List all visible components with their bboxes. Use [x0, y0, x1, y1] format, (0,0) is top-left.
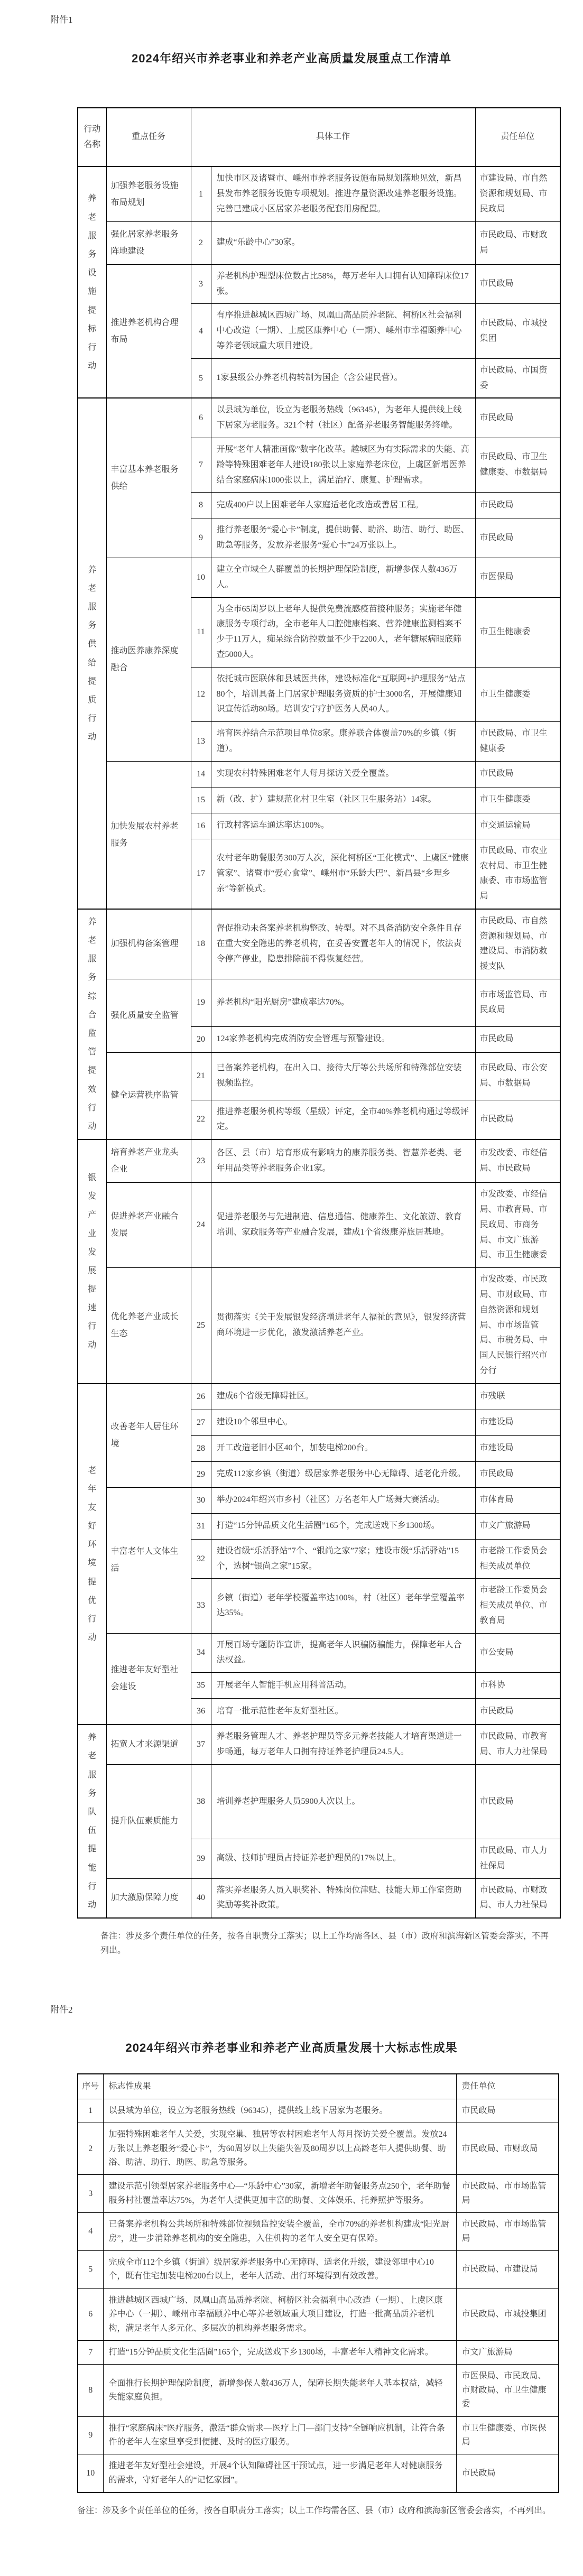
- item-unit-cell: 市民政局: [475, 518, 560, 558]
- item-number-cell: 34: [191, 1633, 211, 1673]
- item-number-cell: 21: [191, 1052, 211, 1100]
- item-work-cell: 农村老年助餐服务300万人次，深化柯桥区“王化模式”、上虞区“健康管家”、诸暨市“爱心食堂”、嵊州市“乐龄大巴”、新昌县“乡理乡亲”等新模式。: [211, 839, 475, 909]
- action-name-text: 养老服务供给提质行动: [88, 565, 97, 742]
- item-work-cell: 养老机构护理型床位数占比58%，每万老年人口拥有认知障碍床位17张。: [211, 264, 475, 304]
- result-unit-cell: 市卫生健康委、市医保局: [456, 2416, 559, 2454]
- item-work-cell: 养老服务管理人才、养老护理员等多元养老技能人才培育渠道进一步畅通，每万老年人口拥有持证养老护理员24.5人。: [211, 1725, 475, 1764]
- item-work-cell: 培训养老护理服务人员5900人次以上。: [211, 1764, 475, 1839]
- key-task-cell: 优化养老产业成长生态: [106, 1268, 191, 1384]
- item-unit-cell: 市民政局: [475, 1461, 560, 1487]
- item-work-cell: 已备案养老机构，在出入口、接待大厅等公共场所和特殊部位安装视频监控。: [211, 1052, 475, 1100]
- result-number-cell: 7: [78, 2341, 103, 2365]
- key-task-cell: 强化居家养老服务阵地建设: [106, 221, 191, 264]
- attachment2-section: [0, 2004, 583, 2518]
- item-work-cell: 行政村客运车通达率达100%。: [211, 813, 475, 839]
- result-text-cell: 以县域为单位，设立为老服务热线（96345），提供线上线下居家为老服务。: [103, 2099, 456, 2123]
- item-work-cell: 培育一批示范性老年友好型社区。: [211, 1699, 475, 1725]
- item-number-cell: 16: [191, 813, 211, 839]
- action-name-cell: [78, 1725, 106, 1918]
- item-work-cell: 实现农村特殊困难老年人每月探访关爱全覆盖。: [211, 761, 475, 787]
- item-work-cell: 开展百场专题防诈宣讲，提高老年人识骗防骗能力，保障老年人合法权益。: [211, 1633, 475, 1673]
- item-unit-cell: 市民政局、市教育局、市人力社保局: [475, 1725, 560, 1764]
- item-unit-cell: 市发改委、市民政局、市财政局、市自然资源和规划局、市市场监管局、市税务局、中国人民银行绍兴市分行: [475, 1268, 560, 1384]
- item-number-cell: 39: [191, 1839, 211, 1878]
- item-number-cell: 37: [191, 1725, 211, 1764]
- item-number-cell: 19: [191, 979, 211, 1027]
- item-unit-cell: 市建设局、市自然资源和规划局、市民政局: [475, 166, 560, 221]
- result-number-cell: 8: [78, 2365, 103, 2416]
- item-unit-cell: 市民政局、市人力社保局: [475, 1839, 560, 1878]
- item-number-cell: 20: [191, 1026, 211, 1052]
- bottom-whitespace: [0, 2518, 583, 2576]
- item-work-cell: 新（改、扩）建规范化村卫生室（社区卫生服务站）14家。: [211, 787, 475, 813]
- item-number-cell: 1: [191, 166, 211, 221]
- item-unit-cell: 市体育局: [475, 1487, 560, 1513]
- result-unit-cell: 市民政局: [456, 2454, 559, 2492]
- result-unit-cell: 市民政局、市城投集团: [456, 2288, 559, 2340]
- work-row: [78, 909, 560, 979]
- work-list-table: [77, 107, 561, 1919]
- result-text-cell: 完成全市112个乡镇（街道）级居家养老服务中心无障碍、适老化升级，建设邻里中心10个，既有住宅加装电梯200台以上，老年人活动、出行环境得到有效改善。: [103, 2251, 456, 2289]
- item-work-cell: 开展“老年人精准画像”数字化改革。越城区为有实际需求的失能、高龄等特殊困难老年人建设180张以上家庭养老床位，上虞区新增医养结合家庭病床1000张以上，满足治疗、康复、护理需求。: [211, 438, 475, 492]
- item-work-cell: 建设省级“乐活驿站”7个、“银尚之家”7家；建设市级“乐活驿站”15个，选树“银尚之家”15家。: [211, 1539, 475, 1579]
- item-unit-cell: 市民政局: [475, 493, 560, 518]
- result-text-cell: 推行“家庭病床”医疗服务，激活“群众需求—医疗上门—部门支持”全链响应机制，让符合条件的老年人在家里享受到便捷、及时的医疗服务。: [103, 2416, 456, 2454]
- item-number-cell: 31: [191, 1513, 211, 1539]
- work-row: [78, 221, 560, 264]
- header-responsible-unit: 责任单位: [456, 2074, 559, 2099]
- result-row: [78, 2175, 559, 2213]
- key-task-cell: 丰富老年人文体生活: [106, 1487, 191, 1633]
- item-unit-cell: 市老龄工作委员会相关成员单位: [475, 1539, 560, 1579]
- item-work-cell: 推进养老服务机构等级（星级）评定，全市40%养老机构通过等级评定。: [211, 1100, 475, 1139]
- item-unit-cell: 市发改委、市经信局、市教育局、市民政局、市商务局、市文广旅游局、市卫生健康委: [475, 1183, 560, 1268]
- key-task-cell: 拓宽人才来源渠道: [106, 1725, 191, 1764]
- result-text-cell: 已备案养老机构公共场所和特殊部位视频监控安装全覆盖，全市70%的养老机构建成“阳光厨房”，进一步消除养老机构的安全隐患，入住机构的老年人安全更有保障。: [103, 2213, 456, 2251]
- attachment1-title: 2024年绍兴市养老事业和养老产业高质量发展重点工作清单: [132, 51, 451, 65]
- item-number-cell: 24: [191, 1183, 211, 1268]
- key-task-cell: 提升队伍素质能力: [106, 1764, 191, 1878]
- attachment2-label: 附件2: [50, 2004, 73, 2015]
- item-unit-cell: 市卫生健康委: [475, 787, 560, 813]
- item-work-cell: 各区、县（市）培育形成有影响力的康养服务类、智慧养老类、老年用品类等养老服务企业1家。: [211, 1139, 475, 1183]
- result-unit-cell: 市文广旅游局: [456, 2341, 559, 2365]
- work-row: [78, 1052, 560, 1100]
- item-work-cell: 贯彻落实《关于发展银发经济增进老年人福祉的意见》，银发经济营商环境进一步优化，激发激活养老产业。: [211, 1268, 475, 1384]
- item-number-cell: 29: [191, 1461, 211, 1487]
- key-task-cell: 推动医养康养深度融合: [106, 558, 191, 761]
- header-landmark-result: 标志性成果: [103, 2074, 456, 2099]
- item-number-cell: 18: [191, 909, 211, 979]
- item-number-cell: 11: [191, 597, 211, 667]
- result-row: [78, 2454, 559, 2492]
- result-number-cell: 1: [78, 2099, 103, 2123]
- result-row: [78, 2288, 559, 2340]
- result-unit-cell: 市民政局、市财政局: [456, 2123, 559, 2175]
- item-work-cell: 完成112家乡镇（街道）级居家养老服务中心无障碍、适老化升级。: [211, 1461, 475, 1487]
- item-unit-cell: 市卫生健康委: [475, 597, 560, 667]
- landmark-results-table-body: [78, 2099, 559, 2492]
- item-number-cell: 6: [191, 398, 211, 438]
- item-work-cell: 以县域为单位，设立为老服务热线（96345），为老年人提供线上线下居家为老服务。321个村（社区）配备养老服务智能服务终端。: [211, 398, 475, 438]
- work-row: [78, 1725, 560, 1764]
- work-row: [78, 1764, 560, 1839]
- item-number-cell: 3: [191, 264, 211, 304]
- item-unit-cell: 市民政局: [475, 1026, 560, 1052]
- item-unit-cell: 市民政局、市卫生健康委: [475, 722, 560, 762]
- item-unit-cell: 市公安局: [475, 1633, 560, 1673]
- item-number-cell: 22: [191, 1100, 211, 1139]
- item-work-cell: 促进养老服务与先进制造、信息通信、健康养生、文化旅游、教育培训、家政服务等产业融合发展，建成1个省级康养旅居基地。: [211, 1183, 475, 1268]
- key-task-cell: 加强养老服务设施布局规划: [106, 166, 191, 221]
- result-row: [78, 2213, 559, 2251]
- action-name-text: 养老服务设施提标行动: [88, 194, 97, 371]
- item-work-cell: 建设10个邻里中心。: [211, 1410, 475, 1435]
- item-unit-cell: 市民政局: [475, 1100, 560, 1139]
- work-row: [78, 1139, 560, 1183]
- item-work-cell: 建立全市域全人群覆盖的长期护理保险制度，新增参保人数436万人。: [211, 558, 475, 597]
- item-unit-cell: 市民政局、市城投集团: [475, 304, 560, 358]
- item-unit-cell: 市发改委、市经信局、市民政局: [475, 1139, 560, 1183]
- item-number-cell: 33: [191, 1579, 211, 1633]
- key-task-cell: 健全运营秩序监管: [106, 1052, 191, 1139]
- item-work-cell: 建成6个省级无障碍社区。: [211, 1384, 475, 1410]
- item-work-cell: 打造“15分钟品质文化生活圈”165个，完成送戏下乡1300场。: [211, 1513, 475, 1539]
- item-number-cell: 23: [191, 1139, 211, 1183]
- item-number-cell: 17: [191, 839, 211, 909]
- item-unit-cell: 市民政局: [475, 264, 560, 304]
- header-specific-work: 具体工作: [191, 108, 475, 167]
- item-unit-cell: 市残联: [475, 1384, 560, 1410]
- result-text-cell: 加强特殊困难老年人关爱，实现空巢、独居等农村困难老年人每月探访关爱全覆盖。发放24万张以上养老服务“爱心卡”，为60周岁以上失能失智及80周岁以上高龄老年人提供助餐、助浴、助洁、助行、助医、助急等服务。: [103, 2123, 456, 2175]
- item-number-cell: 8: [191, 493, 211, 518]
- action-name-text: 养老服务综合监管提效行动: [88, 917, 97, 1131]
- item-number-cell: 35: [191, 1673, 211, 1699]
- landmark-results-table: [77, 2073, 559, 2493]
- item-unit-cell: 市市场监管局、市民政局: [475, 979, 560, 1027]
- action-name-text: 老年友好环境提优行动: [88, 1466, 97, 1643]
- item-number-cell: 4: [191, 304, 211, 358]
- work-row: [78, 1487, 560, 1513]
- key-task-cell: 促进养老产业融合发展: [106, 1183, 191, 1268]
- result-number-cell: 9: [78, 2416, 103, 2454]
- item-number-cell: 12: [191, 667, 211, 721]
- work-list-table-body: [78, 166, 560, 1918]
- key-task-cell: 推进老年友好型社会建设: [106, 1633, 191, 1725]
- item-number-cell: 14: [191, 761, 211, 787]
- key-task-cell: 加快发展农村养老服务: [106, 761, 191, 909]
- item-unit-cell: 市民政局: [475, 398, 560, 438]
- item-unit-cell: 市交通运输局: [475, 813, 560, 839]
- action-name-text: 养老服务队伍提能行动: [88, 1733, 97, 1910]
- action-name-cell: [78, 398, 106, 909]
- result-row: [78, 2099, 559, 2123]
- work-row: [78, 166, 560, 221]
- item-number-cell: 10: [191, 558, 211, 597]
- item-number-cell: 25: [191, 1268, 211, 1384]
- action-name-cell: [78, 1139, 106, 1384]
- work-row: [78, 398, 560, 438]
- item-unit-cell: 市民政局、市农业农村局、市卫生健康委、市市场监管局: [475, 839, 560, 909]
- result-row: [78, 2416, 559, 2454]
- result-row: [78, 2341, 559, 2365]
- item-work-cell: 建成“乐龄中心”30家。: [211, 221, 475, 264]
- item-unit-cell: 市医保局: [475, 558, 560, 597]
- result-text-cell: 打造“15分钟品质文化生活圈”165个，完成送戏下乡1300场，丰富老年人精神文化需求。: [103, 2341, 456, 2365]
- item-work-cell: 124家养老机构完成消防安全管理与预警建设。: [211, 1026, 475, 1052]
- item-unit-cell: 市卫生健康委: [475, 667, 560, 721]
- result-unit-cell: 市医保局、市民政局、市财政局、市卫生健康委: [456, 2365, 559, 2416]
- item-unit-cell: 市民政局、市自然资源和规划局、市建设局、市消防救援支队: [475, 909, 560, 979]
- item-work-cell: 完成400户以上困难老年人家庭适老化改造或善居工程。: [211, 493, 475, 518]
- item-number-cell: 30: [191, 1487, 211, 1513]
- item-unit-cell: 市民政局、市财政局、市人力社保局: [475, 1878, 560, 1918]
- key-task-cell: 改善老年人居住环境: [106, 1384, 191, 1488]
- attachment1-section: [0, 14, 583, 1958]
- header-key-task: 重点任务: [106, 108, 191, 167]
- result-text-cell: 全面推行长期护理保险制度，新增参保人数436万人，保障长期失能老年人基本权益，减轻失能家庭负担。: [103, 2365, 456, 2416]
- item-unit-cell: 市建设局: [475, 1435, 560, 1461]
- header-serial-number: 序号: [78, 2074, 103, 2099]
- result-unit-cell: 市民政局: [456, 2099, 559, 2123]
- attachment2-title: 2024年绍兴市养老事业和养老产业高质量发展十大标志性成果: [125, 2041, 458, 2055]
- key-task-cell: 丰富基本养老服务供给: [106, 398, 191, 558]
- result-unit-cell: 市民政局、市市场监管局: [456, 2175, 559, 2213]
- action-name-cell: [78, 166, 106, 398]
- item-work-cell: 举办2024年绍兴市乡村（社区）万名老年人广场舞大赛活动。: [211, 1487, 475, 1513]
- item-work-cell: 开展老年人智能手机应用科普活动。: [211, 1673, 475, 1699]
- key-task-cell: 强化质量安全监管: [106, 979, 191, 1053]
- work-row: [78, 558, 560, 597]
- item-work-cell: 督促推动未备案养老机构整改、转型。对不具备消防安全条件且存在重大安全隐患的养老机构，在妥善安置老年人的情况下，依法责令停产停业，隐患排除前不得恢复经营。: [211, 909, 475, 979]
- work-row: [78, 761, 560, 787]
- result-row: [78, 2251, 559, 2289]
- action-name-text: 银发产业发展提速行动: [88, 1173, 97, 1350]
- header-responsible-unit: 责任单位: [475, 108, 560, 167]
- work-row: [78, 979, 560, 1027]
- item-unit-cell: 市民政局、市公安局、市数据局: [475, 1052, 560, 1100]
- item-work-cell: 有序推进越城区西城广场、凤凰山高品质养老院、柯桥区社会福利中心改造（一期）、上虞区康养中心（一期）、嵊州市幸福颐养中心等养老领域重大项目建设。: [211, 304, 475, 358]
- item-work-cell: 高级、技师护理员占持证养老护理员的17%以上。: [211, 1839, 475, 1878]
- item-number-cell: 7: [191, 438, 211, 492]
- item-unit-cell: 市建设局: [475, 1410, 560, 1435]
- attachment1-note: 备注：涉及多个责任单位的任务，按各自职责分工落实；以上工作均需各区、县（市）政府和滨海新区管委会落实，不再列出。: [100, 1932, 549, 1956]
- work-row: [78, 1878, 560, 1918]
- item-number-cell: 13: [191, 722, 211, 762]
- result-number-cell: 4: [78, 2213, 103, 2251]
- item-unit-cell: 市文广旅游局: [475, 1513, 560, 1539]
- item-number-cell: 40: [191, 1878, 211, 1918]
- item-unit-cell: 市民政局: [475, 1699, 560, 1725]
- item-work-cell: 依托城市医联体和县域医共体，建设标准化“互联网+护理服务”站点80个，培训具备上门居家护理服务资质的护士3000名，开展健康知识宣传活动80场。培训安宁疗护医务人员40人。: [211, 667, 475, 721]
- item-work-cell: 推行养老服务“爱心卡”制度，提供助餐、助浴、助洁、助行、助医、助急等服务，发放养老服务“爱心卡”24万张以上。: [211, 518, 475, 558]
- item-number-cell: 28: [191, 1435, 211, 1461]
- item-work-cell: 加快市区及诸暨市、嵊州市养老服务设施布局规划落地见效，新昌县发布养老服务设施专项规划。推进存量资源改建养老服务设施。完善已建成小区居家养老服务配套用房配置。: [211, 166, 475, 221]
- item-unit-cell: 市民政局、市卫生健康委、市数据局: [475, 438, 560, 492]
- landmark-results-table-header: [78, 2074, 559, 2099]
- item-work-cell: 为全市65周岁以上老年人提供免费流感疫苗接种服务；实施老年健康服务专项行动，全市老年人口腔健康档案、营养健康监测档案不少于11万人，痴呆综合防控数量不少于2200人，老年糖尿病眼底筛查5000人。: [211, 597, 475, 667]
- item-work-cell: 养老机构“阳光厨房”建成率达70%。: [211, 979, 475, 1027]
- header-row: [78, 2074, 559, 2099]
- item-number-cell: 26: [191, 1384, 211, 1410]
- item-unit-cell: 市民政局: [475, 761, 560, 787]
- work-row: [78, 1384, 560, 1410]
- result-text-cell: 推进老年友好型社会建设，开展4个认知障碍社区干预试点，进一步满足老年人对健康服务的需求，守好老年人的“记忆家园”。: [103, 2454, 456, 2492]
- action-name-cell: [78, 909, 106, 1139]
- key-task-cell: 推进养老机构合理布局: [106, 264, 191, 398]
- item-number-cell: 2: [191, 221, 211, 264]
- item-unit-cell: 市民政局、市国资委: [475, 358, 560, 398]
- work-row: [78, 1183, 560, 1268]
- attachment1-label: 附件1: [50, 15, 73, 25]
- item-work-cell: 1家县级公办养老机构转制为国企（含公建民营）。: [211, 358, 475, 398]
- item-work-cell: 开工改造老旧小区40个，加装电梯200台。: [211, 1435, 475, 1461]
- work-row: [78, 264, 560, 304]
- result-number-cell: 5: [78, 2251, 103, 2289]
- item-number-cell: 32: [191, 1539, 211, 1579]
- item-number-cell: 27: [191, 1410, 211, 1435]
- result-number-cell: 3: [78, 2175, 103, 2213]
- item-unit-cell: 市民政局: [475, 1764, 560, 1839]
- item-unit-cell: 市老龄工作委员会相关成员单位、市教育局: [475, 1579, 560, 1633]
- work-list-table-header: [78, 108, 560, 167]
- item-unit-cell: 市科协: [475, 1673, 560, 1699]
- work-row: [78, 1633, 560, 1673]
- item-number-cell: 9: [191, 518, 211, 558]
- attachment2-note: 备注：涉及多个责任单位的任务，按各自职责分工落实；以上工作均需各区、县（市）政府和滨海新区管委会落实，不再列出。: [77, 2506, 551, 2516]
- result-row: [78, 2365, 559, 2416]
- result-number-cell: 2: [78, 2123, 103, 2175]
- item-number-cell: 5: [191, 358, 211, 398]
- item-work-cell: 乡镇（街道）老年学校覆盖率达100%，村（社区）老年学堂覆盖率达35%。: [211, 1579, 475, 1633]
- result-text-cell: 推进越城区西城广场、凤凰山高品质养老院、柯桥区社会福利中心改造（一期）、上虞区康养中心（一期）、嵊州市幸福颐养中心等养老领域重大项目建设，打造一批高品质养老机构，满足老年人多元化、多层次的机构养老服务需求。: [103, 2288, 456, 2340]
- result-number-cell: 6: [78, 2288, 103, 2340]
- key-task-cell: 培育养老产业龙头企业: [106, 1139, 191, 1183]
- item-work-cell: 培育医养结合示范项目单位8家。康养联合体覆盖70%的乡镇（街道）。: [211, 722, 475, 762]
- result-unit-cell: 市民政局、市市场监管局: [456, 2213, 559, 2251]
- result-number-cell: 10: [78, 2454, 103, 2492]
- header-action-name: 行动名称: [78, 108, 106, 167]
- action-name-cell: [78, 1384, 106, 1725]
- work-row: [78, 1268, 560, 1384]
- item-number-cell: 15: [191, 787, 211, 813]
- key-task-cell: 加强机构备案管理: [106, 909, 191, 979]
- result-text-cell: 建设示范引领型居家养老服务中心—“乐龄中心”30家，新增老年助餐服务点250个，老年助餐服务村社覆盖率达75%，为老年人提供更加丰富的助餐、文体娱乐、托养照护等服务。: [103, 2175, 456, 2213]
- result-row: [78, 2123, 559, 2175]
- key-task-cell: 加大激励保障力度: [106, 1878, 191, 1918]
- result-unit-cell: 市民政局、市建设局: [456, 2251, 559, 2289]
- item-number-cell: 36: [191, 1699, 211, 1725]
- item-unit-cell: 市民政局、市财政局: [475, 221, 560, 264]
- item-work-cell: 落实养老服务人员入职奖补、特殊岗位津贴、技能大师工作室资助奖励等奖补政策。: [211, 1878, 475, 1918]
- header-row: [78, 108, 560, 167]
- item-number-cell: 38: [191, 1764, 211, 1839]
